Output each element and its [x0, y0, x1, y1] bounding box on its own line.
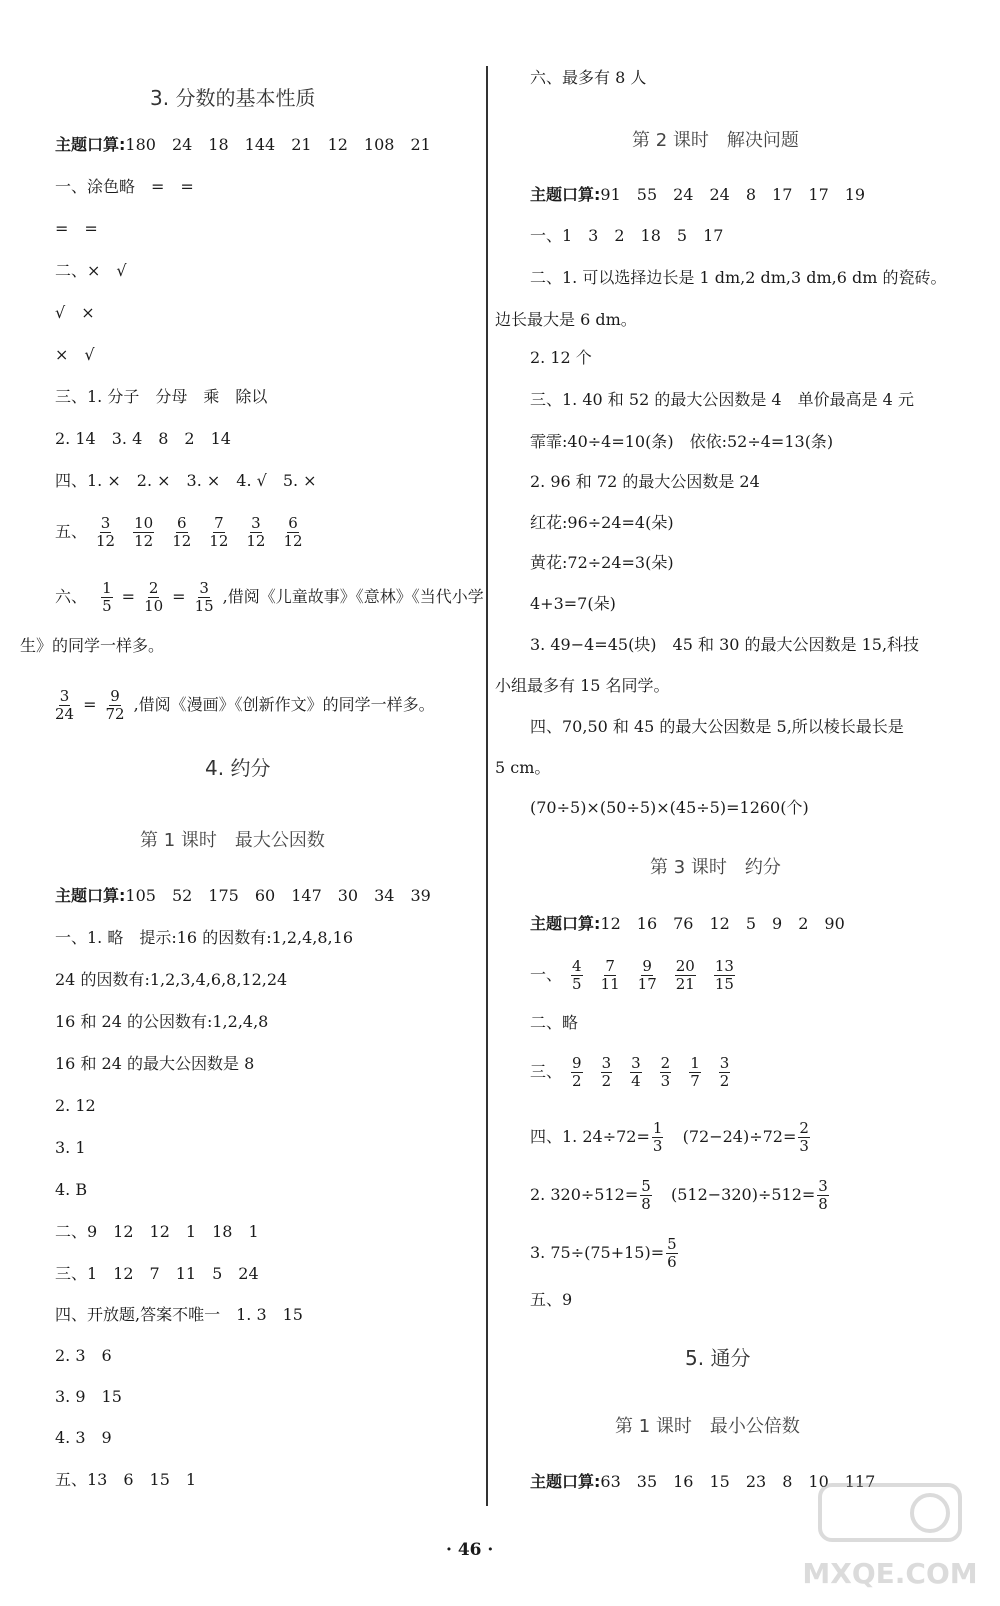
answer-line: 2. 12 [55, 1096, 96, 1115]
answer-line: 2. 14 3. 4 8 2 14 [55, 429, 231, 448]
fraction: $\frac{6}{12}$ [283, 514, 303, 550]
answer-line: 四、开放题,答案不唯一 1. 3 15 [55, 1305, 303, 1324]
answer-line: 黄花:72÷24=3(朵) [530, 553, 674, 572]
fraction: $\frac{9}{17}$ [637, 957, 657, 993]
answer-line: × √ [55, 345, 95, 364]
answer-line: 2. 3 6 [55, 1346, 112, 1365]
fraction: $\frac{2}{3}$ [660, 1054, 671, 1090]
fraction: $\frac{1}{5}$ [102, 579, 112, 615]
fraction: $\frac{7}{12}$ [209, 514, 229, 550]
answer-line: 小组最多有 15 名同学。 [495, 676, 670, 695]
answer-line: 四、70,50 和 45 的最大公因数是 5,所以棱长最长是 [530, 717, 904, 736]
answer-line: 二、9 12 12 1 18 1 [55, 1222, 259, 1241]
answer-line: 5 cm。 [495, 758, 551, 777]
fraction: $\frac{3}{12}$ [96, 514, 116, 550]
fraction: $\frac{1}{3}$ [652, 1119, 663, 1155]
fraction: $\frac{2}{10}$ [144, 579, 164, 615]
fraction-answer-line: 2. 320÷512= $\frac{5}{8}$ (512−320)÷512= $\frac{3}{8}$ [530, 1177, 828, 1213]
lesson-title: 第 3 课时 约分 [650, 857, 781, 878]
fraction: $\frac{9}{72}$ [105, 687, 125, 723]
fraction-answer-line: $\frac{3}{24}$ = $\frac{9}{72}$ ,借阅《漫画》《创新作文》的同学一样多。 [55, 687, 435, 723]
watermark-logo [790, 1475, 990, 1595]
answer-line: 一、1. 略 提示:16 的因数有:1,2,4,8,16 [55, 928, 354, 947]
lesson-title: 第 1 课时 最大公因数 [140, 830, 325, 851]
fraction: $\frac{5}{6}$ [667, 1235, 677, 1271]
answer-line: 4+3=7(朵) [530, 594, 616, 613]
lesson-title: 第 1 课时 最小公倍数 [615, 1416, 800, 1437]
answer-line: 主题口算:63 35 16 15 23 8 10 117 [530, 1472, 876, 1491]
answer-line: 24 的因数有:1,2,3,4,6,8,12,24 [55, 970, 288, 989]
fraction: $\frac{3}{2}$ [719, 1054, 730, 1090]
fraction-answer-line: 六、 $\frac{1}{5}$ = $\frac{2}{10}$ = $\frac{3}{15}$ ,借阅《儿童故事》《意林》《当代小学 [55, 579, 484, 615]
fraction-answer-line: 3. 75÷(75+15)= $\frac{5}{6}$ [530, 1235, 677, 1271]
answer-line: 16 和 24 的公因数有:1,2,4,8 [55, 1012, 269, 1031]
fraction-answer-line: 五、 $\frac{3}{12}$ $\frac{10}{12}$ $\frac{6}{12}$ $\frac{7}{12}$ $\frac{3}{12}$ $\frac{6}{12}$ [55, 515, 312, 550]
answer-line: 4. B [55, 1180, 88, 1199]
fraction: $\frac{3}{4}$ [631, 1054, 641, 1090]
fraction: $\frac{20}{21}$ [675, 957, 695, 993]
answer-line: 2. 12 个 [530, 348, 592, 367]
answer-line: (70÷5)×(50÷5)×(45÷5)=1260(个) [530, 798, 809, 817]
answer-line: 三、1. 40 和 52 的最大公因数是 4 单价最高是 4 元 [530, 390, 914, 409]
answer-line: 主题口算:91 55 24 24 8 17 17 19 [530, 185, 866, 204]
answer-line: √ × [55, 303, 95, 322]
column-divider [486, 66, 488, 1506]
fraction: $\frac{9}{2}$ [572, 1054, 582, 1090]
section-4-title: 4. 约分 [205, 756, 271, 780]
answer-line: 主题口算:105 52 175 60 147 30 34 39 [55, 886, 431, 905]
answer-line: 2. 96 和 72 的最大公因数是 24 [530, 472, 760, 491]
answer-line: 三、1 12 7 11 5 24 [55, 1264, 259, 1283]
fraction: $\frac{3}{12}$ [246, 514, 266, 550]
answer-line: 霏霏:40÷4=10(条) 依依:52÷4=13(条) [530, 432, 834, 451]
fraction: $\frac{1}{7}$ [690, 1054, 700, 1090]
section-3-title: 3. 分数的基本性质 [150, 86, 316, 110]
section-5-title: 5. 通分 [685, 1346, 751, 1370]
fraction: $\frac{3}{15}$ [194, 579, 214, 615]
answer-line: 一、1 3 2 18 5 17 [530, 226, 724, 245]
answer-line: 五、9 [530, 1290, 573, 1309]
lesson-title: 第 2 课时 解决问题 [632, 130, 799, 151]
answer-line: 生》的同学一样多。 [20, 636, 165, 655]
fraction: $\frac{3}{8}$ [818, 1177, 828, 1213]
answer-line: 五、13 6 15 1 [55, 1470, 197, 1489]
answer-line: 二、略 [530, 1013, 579, 1032]
fraction: $\frac{5}{8}$ [641, 1177, 651, 1213]
answer-line: 四、1. × 2. × 3. × 4. √ 5. × [55, 471, 317, 490]
fraction-answer-line: 三、 $\frac{9}{2}$ $\frac{3}{2}$ $\frac{3}{4}$ $\frac{2}{3}$ $\frac{1}{7}$ $\frac{3}{2}$ [530, 1055, 739, 1090]
answer-line: 三、1. 分子 分母 乘 除以 [55, 387, 268, 406]
answer-line: 六、最多有 8 人 [530, 68, 647, 87]
answer-line: 3. 1 [55, 1138, 86, 1157]
fraction-answer-line: 一、 $\frac{4}{5}$ $\frac{7}{11}$ $\frac{9}{17}$ $\frac{20}{21}$ $\frac{13}{15}$ [530, 958, 744, 993]
answer-line: 3. 49−4=45(块) 45 和 30 的最大公因数是 15,科技 [530, 635, 920, 654]
answer-line: 16 和 24 的最大公因数是 8 [55, 1054, 255, 1073]
fraction: $\frac{7}{11}$ [600, 957, 620, 993]
answer-line: 二、1. 可以选择边长是 1 dm,2 dm,3 dm,6 dm 的瓷砖。 [530, 268, 947, 287]
answer-line: 红花:96÷24=4(朵) [530, 513, 674, 532]
fraction: $\frac{2}{3}$ [799, 1119, 809, 1155]
fraction: $\frac{13}{15}$ [714, 957, 734, 993]
answer-line: 主题口算:12 16 76 12 5 9 2 90 [530, 914, 845, 933]
fraction: $\frac{10}{12}$ [134, 514, 154, 550]
answer-line: 3. 9 15 [55, 1387, 122, 1406]
fraction: $\frac{3}{24}$ [55, 687, 75, 723]
fraction-answer-line: 四、1. 24÷72= $\frac{1}{3}$ (72−24)÷72= $\frac{2}{3}$ [530, 1119, 809, 1155]
answer-line: 4. 3 9 [55, 1428, 112, 1447]
page-number: · 46 · [446, 1540, 494, 1560]
fraction: $\frac{4}{5}$ [572, 957, 582, 993]
fraction: $\frac{6}{12}$ [172, 514, 192, 550]
answer-line: 边长最大是 6 dm。 [495, 310, 637, 329]
answer-line: 二、× √ [55, 261, 127, 280]
fraction: $\frac{3}{2}$ [601, 1054, 612, 1090]
answer-line: 一、涂色略 = = [55, 177, 194, 196]
svg-text:MXQE.COM: MXQE.COM [802, 1557, 978, 1590]
answer-line: = = [55, 219, 98, 238]
answer-line: 主题口算:180 24 18 144 21 12 108 21 [55, 135, 431, 154]
